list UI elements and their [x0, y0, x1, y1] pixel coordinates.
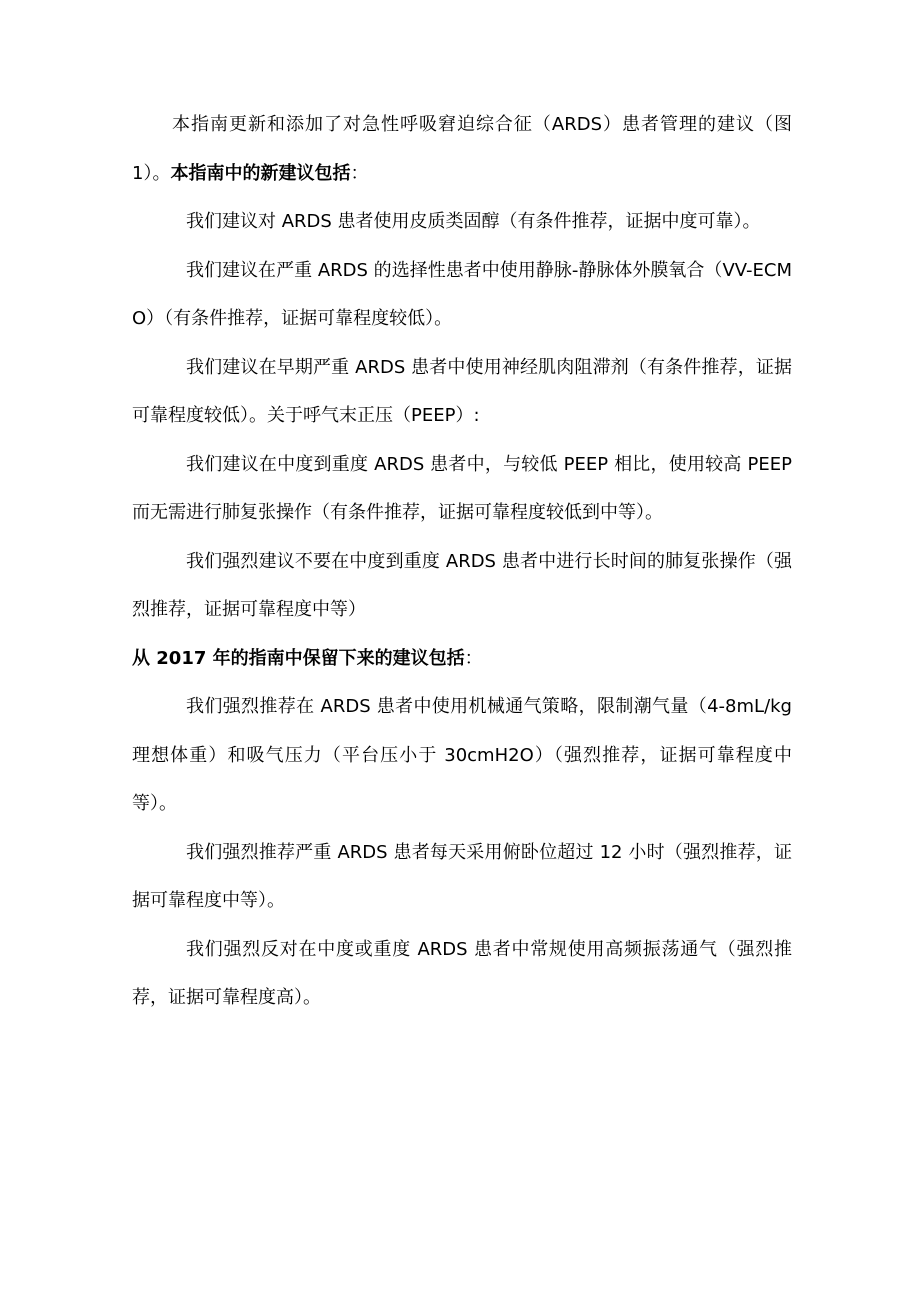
new-recommendations-heading: 本指南中的新建议包括 [170, 162, 351, 184]
retained-heading-colon: ： [464, 647, 483, 669]
retained-recommendations-paragraph [132, 635, 792, 684]
new-recommendation-recruitment-maneuvers: 我们强烈建议不要在中度到重度 ARDS 患者中进行长时间的肺复张操作（强烈推荐，证据可靠程度中等） [132, 550, 792, 620]
document-page [132, 101, 792, 1023]
intro-paragraph [132, 101, 792, 198]
intro-text: 本指南更新和添加了对急性呼吸窘迫综合征（ARDS）患者管理的建议（图1）。 [132, 114, 792, 184]
new-recommendation-higher-peep: 我们建议在中度到重度 ARDS 患者中，与较低 PEEP 相比，使用较高 PEEP 而无需进行肺复张操作（有条件推荐，证据可靠程度较低到中等）。 [132, 453, 792, 523]
intro-colon: ： [350, 162, 369, 184]
new-recommendation-neuromuscular-blockers: 我们建议在早期严重 ARDS 患者中使用神经肌肉阻滞剂（有条件推荐，证据可靠程度较低）。关于呼气末正压（PEEP）: [132, 356, 792, 426]
retained-recommendation-low-tidal-volume: 我们强烈推荐在 ARDS 患者中使用机械通气策略，限制潮气量（4-8mL/kg 理想体重）和吸气压力（平台压小于 30cmH2O）（强烈推荐，证据可靠程度中等）。 [132, 696, 792, 814]
retained-recommendation-hfov: 我们强烈反对在中度或重度 ARDS 患者中常规使用高频振荡通气（强烈推荐，证据可靠程度高）。 [132, 938, 792, 1008]
new-recommendation-vv-ecmo: 我们建议在严重 ARDS 的选择性患者中使用静脉-静脉体外膜氧合（VV-ECMO）（有条件推荐，证据可靠程度较低）。 [132, 259, 792, 329]
retained-recommendations-heading: 从 2017 年的指南中保留下来的建议包括 [132, 647, 465, 669]
retained-recommendation-prone-position: 我们强烈推荐严重 ARDS 患者每天采用俯卧位超过 12 小时（强烈推荐，证据可靠程度中等）。 [132, 841, 792, 911]
new-recommendation-corticosteroids: 我们建议对 ARDS 患者使用皮质类固醇（有条件推荐，证据中度可靠）。 [186, 211, 761, 232]
